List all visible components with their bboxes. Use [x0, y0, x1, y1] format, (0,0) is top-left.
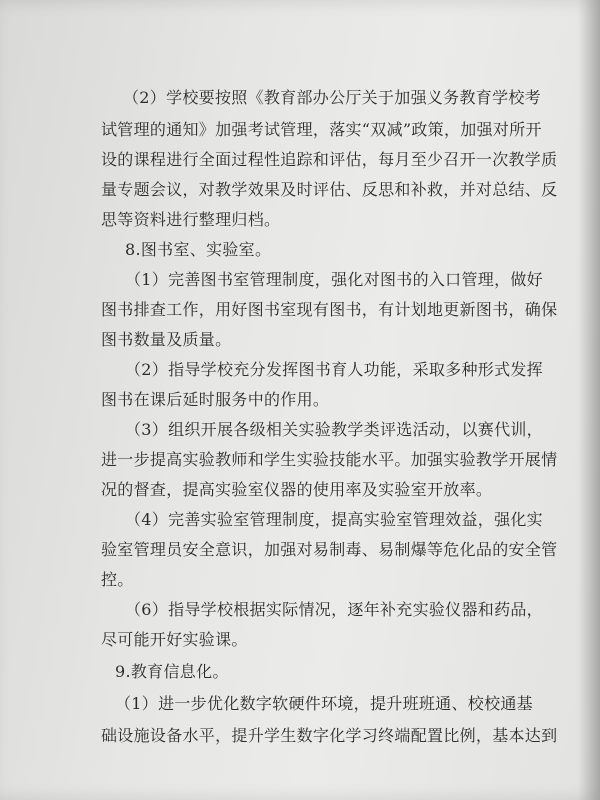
page-edge-shadow	[578, 0, 600, 800]
text-line: 图书排查工作，用好图书室现有图书，有计划地更新图书，确保	[101, 300, 558, 319]
text-line: 设的课程进行全面过程性追踪和评估，每月至少召开一次教学质	[101, 150, 558, 169]
text-line: 进一步提高实验教师和学生实验技能水平。加强实验教学开展情	[101, 450, 558, 469]
text-line: （2）学校要按照《教育部办公厅关于加强义务教育学校考	[123, 88, 541, 107]
text-line: 思等资料进行整理归档。	[101, 210, 281, 229]
text-line: 量专题会议，对教学效果及时评估、反思和补救，并对总结、反	[101, 180, 558, 199]
text-line: （4）完善实验室管理制度，提高实验室管理效益，强化实	[125, 510, 543, 529]
text-line: 图书在课后延时服务中的作用。	[101, 390, 330, 409]
text-line: （2）指导学校充分发挥图书育人功能，采取多种形式发挥	[125, 360, 543, 379]
text-line: 况的督查，提高实验室仪器的使用率及实验室开放率。	[101, 480, 493, 499]
text-line: 验室管理员安全意识，加强对易制毒、易制爆等危化品的安全管	[101, 540, 558, 559]
text-line: 础设施设备水平，提升学生数字化学习终端配置比例，基本达到	[101, 726, 558, 745]
text-line: （1）完善图书室管理制度，强化对图书的入口管理，做好	[125, 270, 543, 289]
text-line: （6）指导学校根据实际情况，逐年补充实验仪器和药品，	[125, 600, 543, 619]
section-heading: 8.图书室、实验室。	[125, 240, 272, 259]
text-line: 尽可能开好实验课。	[101, 630, 248, 649]
text-line: 控。	[101, 570, 134, 589]
section-heading: 9.教育信息化。	[115, 662, 229, 681]
text-line: （3）组织开展各级相关实验教学类评选活动，以赛代训，	[125, 420, 543, 439]
text-line: 试管理的通知》加强考试管理，落实“双减”政策，加强对所开	[101, 120, 542, 139]
text-line: 图书数量及质量。	[101, 330, 232, 349]
text-line: （1）进一步优化数字软硬件环境，提升班班通、校校通基	[115, 694, 533, 713]
